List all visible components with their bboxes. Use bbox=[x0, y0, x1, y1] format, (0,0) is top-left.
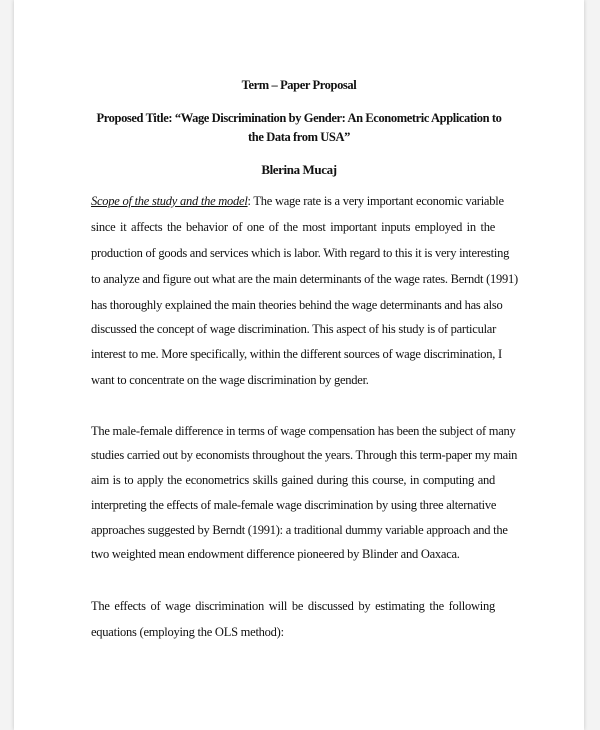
paragraph-2-line: two weighted mean endowment difference pioneered by Blinder and Oaxaca. bbox=[91, 547, 460, 561]
paragraph-1-line: has thoroughly explained the main theories behind the wage determinants and has also bbox=[91, 298, 503, 312]
paragraph-2-line: The male-female difference in terms of wage compensation has been the subject of many bbox=[91, 424, 516, 438]
author-name: Blerina Mucaj bbox=[261, 162, 337, 177]
paragraph-2-line: studies carried out by economists throughout the years. Through this term-paper my main bbox=[91, 448, 518, 462]
paragraph-1-line: production of goods and services which is labor. With regard to this it is very interesting bbox=[91, 246, 510, 260]
paragraph-2-line: approaches suggested by Berndt (1991): a traditional dummy variable approach and the bbox=[91, 523, 508, 537]
paragraph-1-line: want to concentrate on the wage discrimination by gender. bbox=[91, 373, 369, 387]
paragraph-1-line: to analyze and figure out what are the main determinants of the wage rates. Berndt (1991) bbox=[91, 272, 518, 286]
paragraph-2-line: interpreting the effects of male-female wage discrimination by using three alternative bbox=[91, 498, 497, 512]
document-page bbox=[14, 0, 584, 730]
scope-line-rest: : The wage rate is a very important economic variable bbox=[247, 194, 504, 208]
paragraph-1-line: interest to me. More specifically, within the different sources of wage discrimination, I bbox=[91, 347, 502, 361]
paragraph-1-line bbox=[91, 194, 504, 209]
scope-lead-text: Scope of the study and the model bbox=[91, 194, 248, 208]
document-heading: Term – Paper Proposal bbox=[241, 78, 357, 92]
paragraph-3-line: The effects of wage discrimination will be discussed by estimating the following bbox=[91, 599, 495, 613]
paragraph-3-line: equations (employing the OLS method): bbox=[91, 625, 284, 639]
paragraph-2-line: aim is to apply the econometrics skills gained during this course, in computing and bbox=[91, 473, 495, 487]
paragraph-1-line: discussed the concept of wage discrimination. This aspect of his study is of particular bbox=[91, 322, 497, 336]
proposed-title-line-2: the Data from USA” bbox=[248, 130, 350, 144]
paragraph-1-line: since it affects the behavior of one of the most important inputs employed in the bbox=[91, 220, 495, 234]
proposed-title-line-1: Proposed Title: “Wage Discrimination by Gender: An Econometric Application to bbox=[96, 111, 502, 125]
